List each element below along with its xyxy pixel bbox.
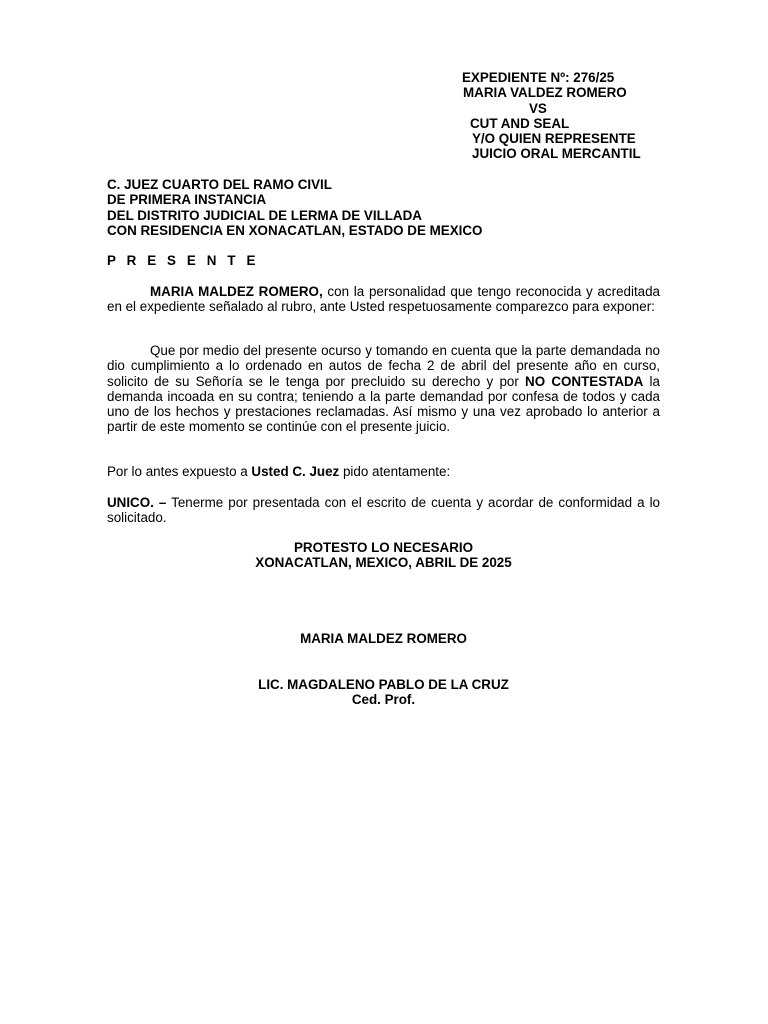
presente-heading: P R E S E N T E [107,253,259,268]
defendant-representative: Y/O QUIEN REPRESENTE [472,131,636,147]
addressee-line-2: DE PRIMERA INSTANCIA [107,192,267,208]
paragraph-petition [107,464,660,479]
case-header [462,70,692,162]
appellant-name: MARIA MALDEZ ROMERO, [150,284,323,299]
addressee-line-1: C. JUEZ CUARTO DEL RAMO CIVIL [107,177,332,192]
addressee-line-3: DEL DISTRITO JUDICIAL DE LERMA DE VILLADA [107,207,422,223]
addressee-line-4: CON RESIDENCIA EN XONACATLAN, ESTADO DE MEXICO [107,222,483,238]
paragraph-unico [107,495,660,526]
lawyer-name: LIC. MAGDALENO PABLO DE LA CRUZ [258,677,509,692]
signatory-name: MARIA MALDEZ ROMERO [300,631,467,646]
trial-type: JUICIO ORAL MERCANTIL [472,146,641,162]
closing-protesto: PROTESTO LO NECESARIO [293,540,474,555]
paragraph-request-emphasis: NO CONTESTADA [525,373,644,389]
paragraph-petition-text-before: Por lo antes expuesto a [107,464,252,479]
paragraph-appearance [107,284,660,315]
lawyer-credential: Ced. Prof. [351,692,416,708]
versus-label: VS [529,100,547,116]
addressee-block [107,177,667,238]
defendant-name: CUT AND SEAL [470,115,570,131]
plaintiff-name: MARIA VALDEZ ROMERO [463,85,627,101]
lawyer-block [107,677,660,708]
paragraph-request [107,343,660,435]
paragraph-request-text-after: la demanda incoada en su contra; teniendo a la parte demandad por confesa de todos y cada uno de los hechos y prestaciones reclamadas. Así mismo y una vez aprobado lo anterior a partir de este momento se continúe con el presente juicio. [107,373,660,435]
closing-place-date: XONACATLAN, MEXICO, ABRIL DE 2025 [255,555,512,571]
case-number: EXPEDIENTE Nº: 276/25 [462,70,615,85]
closing-block [107,540,660,571]
unico-label: UNICO. – [107,495,167,510]
paragraph-appearance-text: con la personalidad que tengo reconocida y acreditada en el expediente señalado al rubro, ante Usted respetuosamente comparezco para exponer: [107,284,661,315]
paragraph-petition-text-after: pido atentamente: [339,464,451,479]
paragraph-request-text-before: Que por medio del presente ocurso y tomando en cuenta que la parte demandada no dio cumplimiento a lo ordenado en autos de fecha 2 de abril del presente año en curso, solicito de su Señoría se le tenga por precluido su derecho y por [107,343,660,389]
paragraph-petition-emphasis: Usted C. Juez [251,464,340,479]
unico-text: Tenerme por presentada con el escrito de cuenta y acordar de conformidad a lo solicitado. [107,495,660,526]
